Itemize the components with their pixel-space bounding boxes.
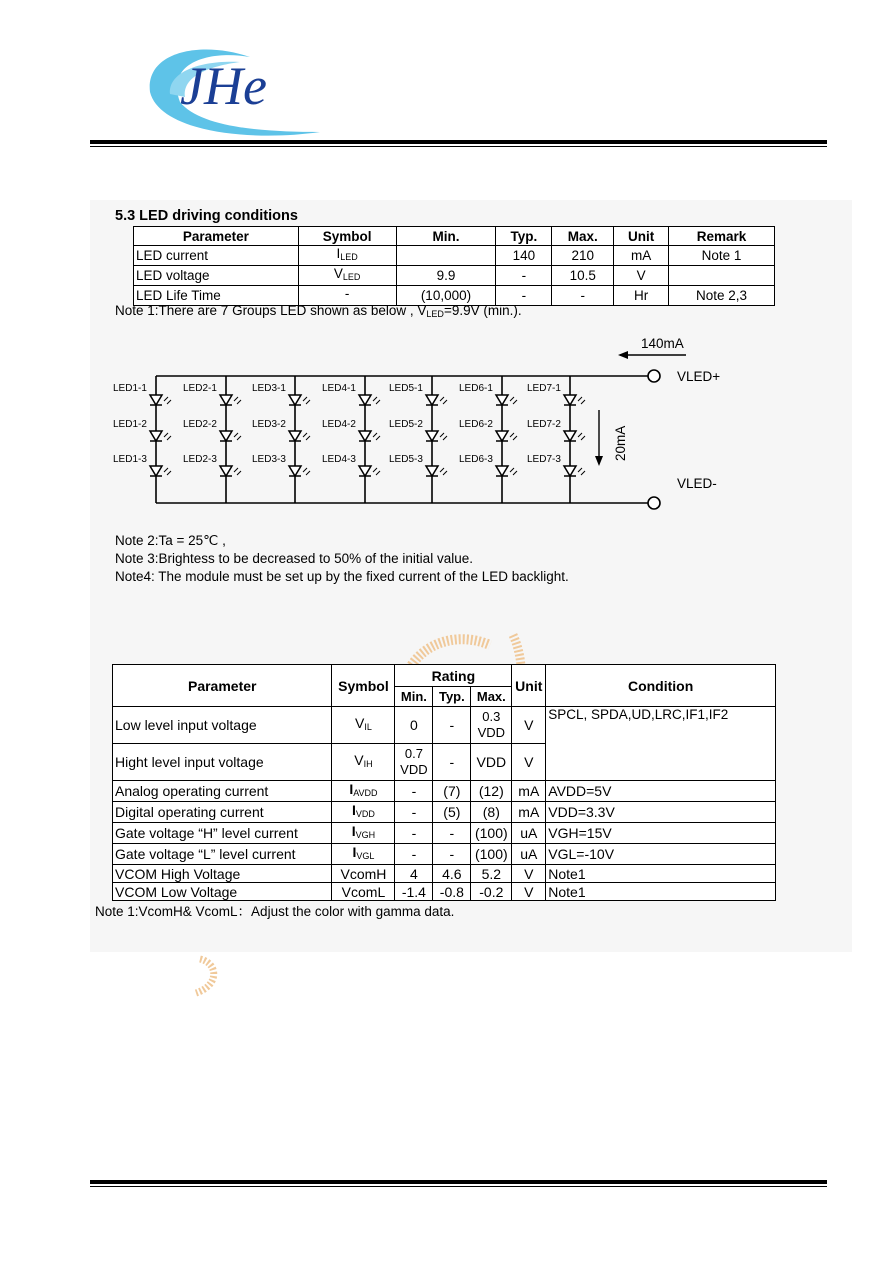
cell-unit: Hr bbox=[614, 286, 669, 306]
vled-plus-label: VLED+ bbox=[677, 369, 721, 384]
cell-typ: (7) bbox=[433, 781, 471, 802]
cell-param: LED voltage bbox=[134, 266, 299, 286]
cell-condition: VGH=15V bbox=[546, 823, 776, 844]
cell-symbol: $I_{LED}$ bbox=[298, 246, 396, 266]
cell-condition: Note1 bbox=[546, 883, 776, 901]
cell-param: Analog operating current bbox=[113, 781, 332, 802]
led-diode-icon bbox=[359, 431, 380, 441]
note-4: Note4: The module must be set up by the fixed current of the LED backlight. bbox=[115, 569, 569, 584]
cell-max: -0.2 bbox=[471, 883, 512, 901]
led-label: LED3-3 bbox=[252, 454, 286, 465]
col-header: Remark bbox=[669, 227, 775, 246]
cell-max: - bbox=[552, 286, 614, 306]
cell-typ: - bbox=[496, 286, 552, 306]
cell-param: VCOM Low Voltage bbox=[113, 883, 332, 901]
cell-min: 4 bbox=[395, 865, 433, 883]
cell-remark: Note 2,3 bbox=[669, 286, 775, 306]
cell-unit: uA bbox=[512, 823, 546, 844]
cell-unit: mA bbox=[614, 246, 669, 266]
led-label: LED5-3 bbox=[389, 454, 423, 465]
col-header: Min. bbox=[395, 687, 433, 707]
col-header: Parameter bbox=[113, 665, 332, 707]
cell-max: 5.2 bbox=[471, 865, 512, 883]
cell-symbol: $V_{IH}$ bbox=[332, 744, 395, 781]
cell-param: Gate voltage “H” level current bbox=[113, 823, 332, 844]
cell-max: 0.3 VDD bbox=[471, 707, 512, 744]
logo-text: JHe bbox=[180, 56, 267, 116]
led-label: LED1-1 bbox=[113, 383, 147, 394]
table-row bbox=[113, 781, 776, 802]
cell-typ: - bbox=[433, 844, 471, 865]
led-label: LED4-1 bbox=[322, 383, 356, 394]
cell-symbol: $V_{IL}$ bbox=[332, 707, 395, 744]
led-diode-icon bbox=[564, 395, 585, 405]
table-row bbox=[113, 823, 776, 844]
col-header: Typ. bbox=[433, 687, 471, 707]
note-1: Note 1:There are 7 Groups LED shown as below , $V_{LED}=9.9V$ (min.). bbox=[115, 303, 522, 319]
cell-min: - bbox=[395, 823, 433, 844]
led-label: LED7-3 bbox=[527, 454, 561, 465]
col-header: Unit bbox=[614, 227, 669, 246]
header-rule-thin bbox=[90, 146, 827, 147]
table-row bbox=[113, 865, 776, 883]
cell-max: (100) bbox=[471, 844, 512, 865]
cell-typ: - bbox=[433, 744, 471, 781]
led-diode-icon bbox=[496, 431, 517, 441]
led-label: LED2-1 bbox=[183, 383, 217, 394]
col-header: Parameter bbox=[134, 227, 299, 246]
cell-min: 0 bbox=[395, 707, 433, 744]
cell-max: (8) bbox=[471, 802, 512, 823]
led-label: LED7-1 bbox=[527, 383, 561, 394]
led-label: LED1-3 bbox=[113, 454, 147, 465]
cell-remark: Note 1 bbox=[669, 246, 775, 266]
led-diode-icon bbox=[289, 395, 310, 405]
led-label: LED3-1 bbox=[252, 383, 286, 394]
led-label: LED6-1 bbox=[459, 383, 493, 394]
cell-typ: - bbox=[433, 823, 471, 844]
cell-max: VDD bbox=[471, 744, 512, 781]
led-string bbox=[183, 376, 241, 503]
led-diode-icon bbox=[220, 431, 241, 441]
footer-rule-thin bbox=[90, 1186, 827, 1187]
col-header: Max. bbox=[552, 227, 614, 246]
led-diode-icon bbox=[426, 466, 447, 476]
table-row bbox=[113, 883, 776, 901]
cell-symbol: $I_{VGL}$ bbox=[332, 844, 395, 865]
led-diode-icon bbox=[496, 466, 517, 476]
cell-symbol: - bbox=[298, 286, 396, 306]
led-label: LED5-1 bbox=[389, 383, 423, 394]
cell-param: Hight level input voltage bbox=[113, 744, 332, 781]
cell-unit: V bbox=[512, 707, 546, 744]
led-diode-icon bbox=[150, 395, 171, 405]
led-label: LED4-3 bbox=[322, 454, 356, 465]
cell-symbol: VcomL bbox=[332, 883, 395, 901]
col-header: Unit bbox=[512, 665, 546, 707]
note-2: Note 2:Ta = 25℃ , bbox=[115, 533, 226, 548]
cell-symbol: $V_{LED}$ bbox=[298, 266, 396, 286]
cell-symbol: $I_{VDD}$ bbox=[332, 802, 395, 823]
vled-minus-terminal-icon bbox=[648, 497, 660, 509]
cell-min: -1.4 bbox=[395, 883, 433, 901]
vled-plus-terminal-icon bbox=[648, 370, 660, 382]
jhe-logo bbox=[140, 32, 330, 137]
cell-min: (10,000) bbox=[396, 286, 496, 306]
led-string bbox=[252, 376, 310, 503]
cell-param: LED Life Time bbox=[134, 286, 299, 306]
cell-typ: - bbox=[496, 266, 552, 286]
table-row bbox=[113, 844, 776, 865]
header-rule bbox=[90, 140, 827, 144]
cell-unit: V bbox=[512, 865, 546, 883]
led-label: LED6-2 bbox=[459, 419, 493, 430]
led-diode-icon bbox=[426, 395, 447, 405]
cell-min: 9.9 bbox=[396, 266, 496, 286]
led-diode-icon bbox=[564, 431, 585, 441]
cell-min bbox=[396, 246, 496, 266]
cell-unit: V bbox=[614, 266, 669, 286]
led-diode-icon bbox=[496, 395, 517, 405]
led-circuit-diagram bbox=[108, 328, 788, 518]
table-row bbox=[113, 707, 776, 744]
cell-unit: mA bbox=[512, 802, 546, 823]
electrical-characteristics-table bbox=[112, 664, 776, 901]
cell-unit: V bbox=[512, 883, 546, 901]
table-row bbox=[134, 246, 775, 266]
cell-param: VCOM High Voltage bbox=[113, 865, 332, 883]
led-label: LED3-2 bbox=[252, 419, 286, 430]
led-driving-table bbox=[133, 226, 775, 306]
cell-min: - bbox=[395, 802, 433, 823]
cell-param: Low level input voltage bbox=[113, 707, 332, 744]
cell-condition: VGL=-10V bbox=[546, 844, 776, 865]
cell-max: 210 bbox=[552, 246, 614, 266]
col-header: Condition bbox=[546, 665, 776, 707]
cell-typ: 4.6 bbox=[433, 865, 471, 883]
note-3: Note 3:Brightess to be decreased to 50% of the initial value. bbox=[115, 551, 473, 566]
table-header-row bbox=[113, 665, 776, 687]
col-header: Typ. bbox=[496, 227, 552, 246]
section-title: 5.3 LED driving conditions bbox=[115, 208, 298, 224]
led-label: LED7-2 bbox=[527, 419, 561, 430]
cell-remark bbox=[669, 266, 775, 286]
cell-unit: V bbox=[512, 744, 546, 781]
cell-typ: -0.8 bbox=[433, 883, 471, 901]
cell-condition: Note1 bbox=[546, 865, 776, 883]
led-label: LED6-3 bbox=[459, 454, 493, 465]
table-header-row bbox=[134, 227, 775, 246]
col-header: Rating bbox=[395, 665, 512, 687]
cell-min: - bbox=[395, 781, 433, 802]
cell-min: 0.7 VDD bbox=[395, 744, 433, 781]
cell-condition: SPCL, SPDA,UD,LRC,IF1,IF2 bbox=[546, 707, 776, 781]
branch-arrow-icon bbox=[595, 456, 603, 466]
led-diode-icon bbox=[150, 466, 171, 476]
current-total-label: 140mA bbox=[641, 336, 684, 351]
cell-max: (100) bbox=[471, 823, 512, 844]
cell-param: Gate voltage “L” level current bbox=[113, 844, 332, 865]
led-diode-icon bbox=[289, 466, 310, 476]
cell-max: (12) bbox=[471, 781, 512, 802]
footer-rule bbox=[90, 1180, 827, 1184]
cell-typ: - bbox=[433, 707, 471, 744]
led-diode-icon bbox=[220, 395, 241, 405]
cell-max: 10.5 bbox=[552, 266, 614, 286]
table-row bbox=[113, 802, 776, 823]
led-string bbox=[113, 376, 171, 503]
cell-unit: mA bbox=[512, 781, 546, 802]
table-row bbox=[134, 266, 775, 286]
cell-condition: AVDD=5V bbox=[546, 781, 776, 802]
led-label: LED1-2 bbox=[113, 419, 147, 430]
cell-unit: uA bbox=[512, 844, 546, 865]
current-branch-label: 20mA bbox=[613, 425, 628, 461]
cell-min: - bbox=[395, 844, 433, 865]
current-arrow-icon bbox=[618, 351, 628, 359]
led-label: LED2-2 bbox=[183, 419, 217, 430]
cell-symbol: VcomH bbox=[332, 865, 395, 883]
cell-typ: (5) bbox=[433, 802, 471, 823]
led-diode-icon bbox=[220, 466, 241, 476]
cell-symbol: $I_{VGH}$ bbox=[332, 823, 395, 844]
col-header: Symbol bbox=[298, 227, 396, 246]
col-header: Symbol bbox=[332, 665, 395, 707]
led-diode-icon bbox=[359, 395, 380, 405]
vled-minus-label: VLED- bbox=[677, 476, 717, 491]
led-diode-icon bbox=[564, 466, 585, 476]
stamp-watermark-icon bbox=[188, 955, 228, 999]
cell-param: Digital operating current bbox=[113, 802, 332, 823]
led-diode-icon bbox=[426, 431, 447, 441]
led-string bbox=[389, 376, 447, 503]
led-string bbox=[459, 376, 517, 503]
col-header: Max. bbox=[471, 687, 512, 707]
led-label: LED4-2 bbox=[322, 419, 356, 430]
led-label: LED2-3 bbox=[183, 454, 217, 465]
cell-symbol: $I_{AVDD}$ bbox=[332, 781, 395, 802]
led-label: LED5-2 bbox=[389, 419, 423, 430]
led-string bbox=[527, 376, 585, 503]
cell-typ: 140 bbox=[496, 246, 552, 266]
led-diode-icon bbox=[359, 466, 380, 476]
col-header: Min. bbox=[396, 227, 496, 246]
led-string bbox=[322, 376, 380, 503]
elec-note: Note 1:VcomH& VcomL：Adjust the color with gamma data. bbox=[95, 904, 455, 919]
led-diode-icon bbox=[150, 431, 171, 441]
cell-condition: VDD=3.3V bbox=[546, 802, 776, 823]
cell-param: LED current bbox=[134, 246, 299, 266]
led-diode-icon bbox=[289, 431, 310, 441]
